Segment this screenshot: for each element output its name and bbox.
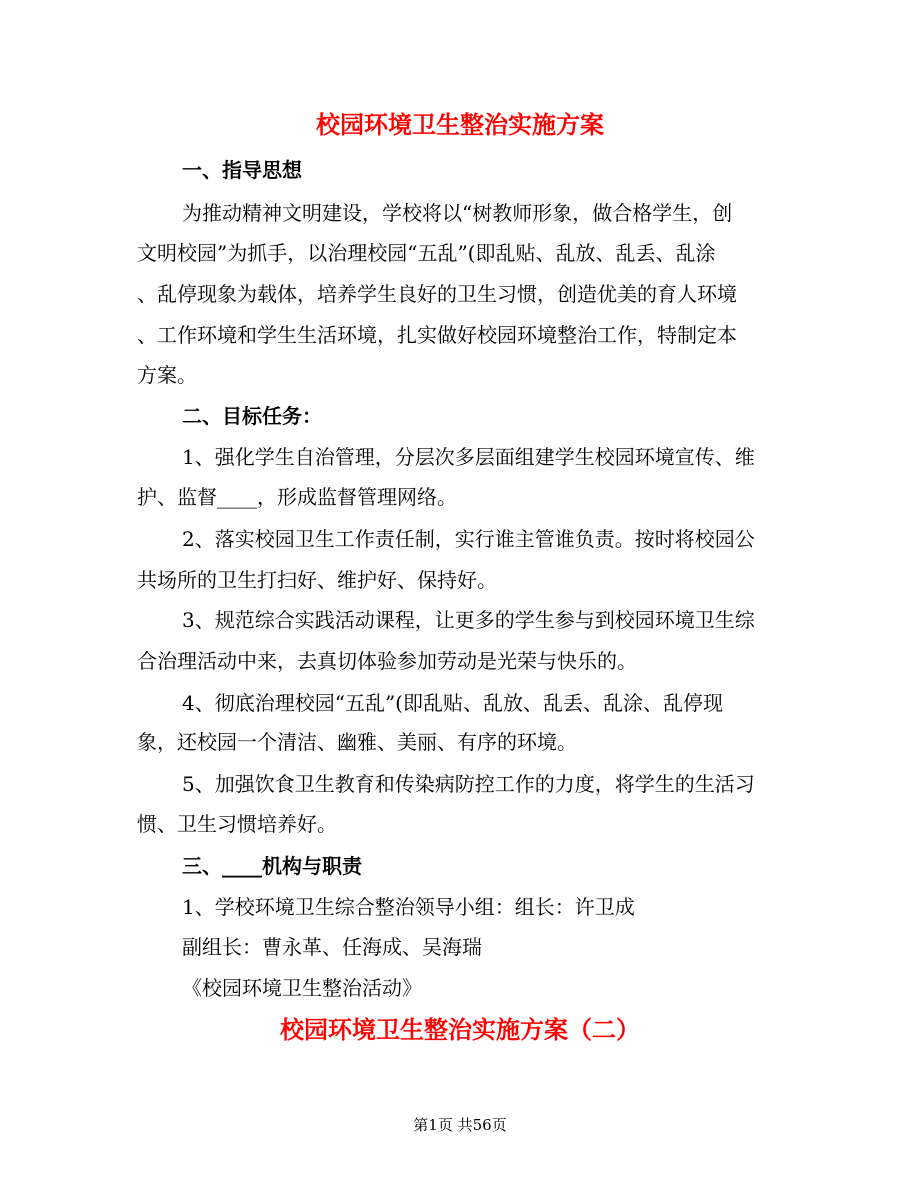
list-item-line: 3、规范综合实践活动课程，让更多的学生参与到校园环境卫生综 xyxy=(182,608,755,632)
paragraph-line: 1、学校环境卫生综合整治领导小组：组长：许卫成 xyxy=(182,895,635,919)
list-item-line: 4、彻底治理校园“五乱”(即乱贴、乱放、乱丢、乱涂、乱停现 xyxy=(182,691,723,715)
paragraph-line: 文明校园”为抓手，以治理校园“五乱”(即乱贴、乱放、乱丢、乱涂 xyxy=(137,241,716,265)
paragraph-line: 方案。 xyxy=(137,363,197,387)
list-item-line: 合治理活动中来，去真切体验参加劳动是光荣与快乐的。 xyxy=(137,649,637,673)
paragraph-line: 、工作环境和学生生活环境，扎实做好校园环境整治工作，特制定本 xyxy=(137,323,737,347)
section-heading-guiding-ideology: 一、指导思想 xyxy=(182,158,302,182)
document-title: 校园环境卫生整治实施方案 xyxy=(316,110,604,139)
list-item-line: 护、监督____，形成监督管理网络。 xyxy=(137,485,457,509)
paragraph-line: 、乱停现象为载体，培养学生良好的卫生习惯，创造优美的育人环境 xyxy=(137,282,737,306)
section-heading-goals: 二、目标任务： xyxy=(182,404,322,428)
document-title-part-two: 校园环境卫生整治实施方案（二） xyxy=(280,1015,640,1044)
list-item-line: 惯、卫生习惯培养好。 xyxy=(137,812,337,836)
page-number-footer: 第1页 共56页 xyxy=(413,1116,507,1134)
list-item-line: 1、强化学生自治管理，分层次多层面组建学生校园环境宣传、维 xyxy=(182,445,755,469)
paragraph-line: 副组长：曹永革、任海成、吴海瑞 xyxy=(182,935,482,959)
list-item-line: 2、落实校园卫生工作责任制，实行谁主管谁负责。按时将校园公 xyxy=(182,527,755,551)
section-heading-organization: 三、____机构与职责 xyxy=(182,854,362,878)
paragraph-line: 《校园环境卫生整治活动》 xyxy=(182,976,422,1000)
paragraph-line: 为推动精神文明建设，学校将以“树教师形象，做合格学生，创 xyxy=(182,201,733,225)
list-item-line: 象，还校园一个清洁、幽雅、美丽、有序的环境。 xyxy=(137,730,577,754)
list-item-line: 5、加强饮食卫生教育和传染病防控工作的力度，将学生的生活习 xyxy=(182,772,755,796)
list-item-line: 共场所的卫生打扫好、维护好、保持好。 xyxy=(137,568,497,592)
